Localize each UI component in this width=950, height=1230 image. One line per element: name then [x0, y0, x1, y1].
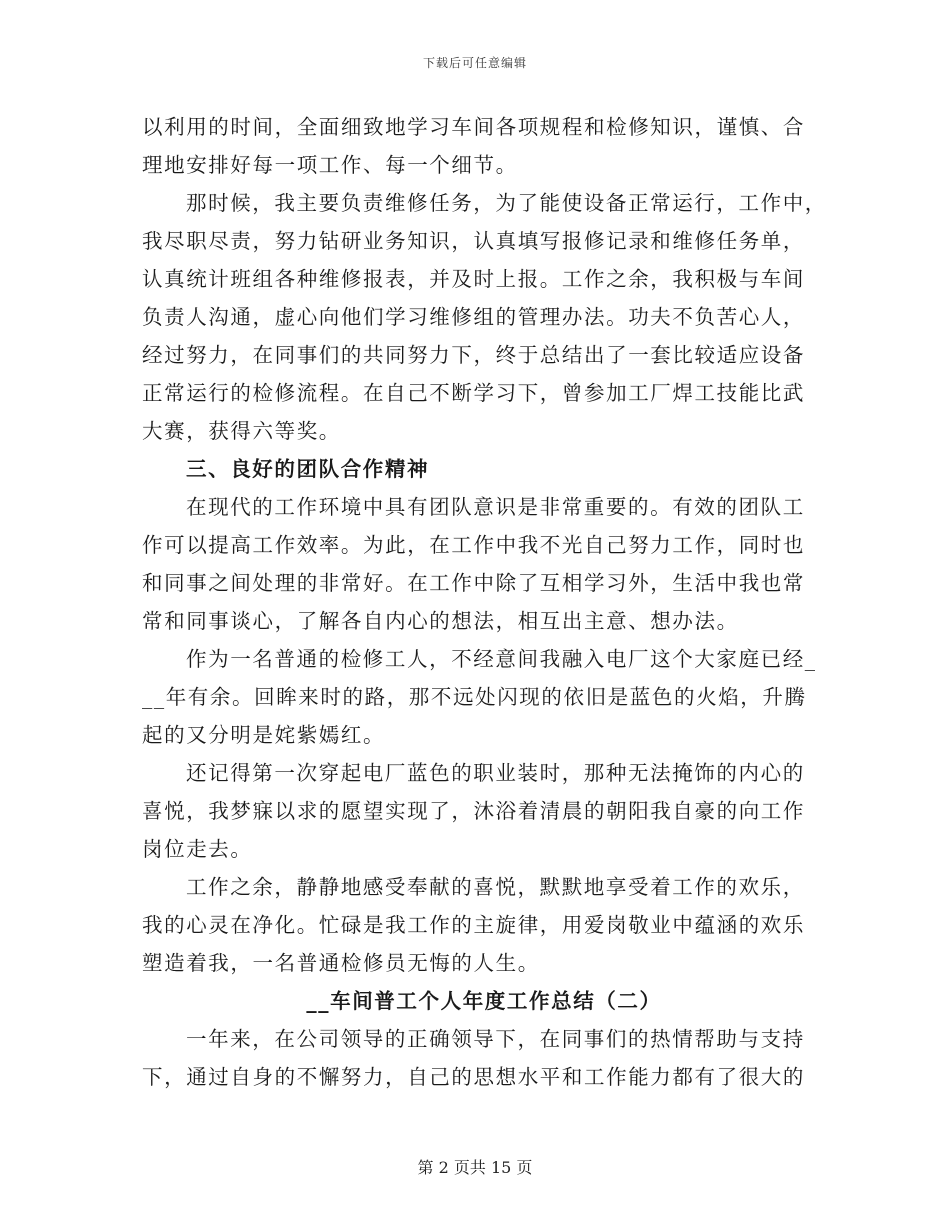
- page-footer: 第 2 页共 15 页: [417, 1158, 533, 1177]
- body-line: 岗位走去。: [142, 837, 253, 861]
- paragraph-start-line: 在现代的工作环境中具有团队意识是非常重要的。有效的团队工: [186, 495, 805, 519]
- body-line: 大赛，获得六等奖。: [142, 419, 341, 443]
- body-line: 负责人沟通，虚心向他们学习维修组的管理办法。功夫不负苦心人，: [142, 305, 805, 329]
- body-line: 作可以提高工作效率。为此，在工作中我不光自己努力工作，同时也: [142, 533, 805, 557]
- paragraph-start-line: 还记得第一次穿起电厂蓝色的职业装时，那种无法掩饰的内心的: [186, 761, 805, 785]
- body-line: 起的又分明是姹紫嫣红。: [142, 723, 386, 747]
- body-line: 喜悦，我梦寐以求的愿望实现了，沐浴着清晨的朝阳我自豪的向工作: [142, 799, 805, 823]
- body-line: 我尽职尽责，努力钻研业务知识，认真填写报修记录和维修任务单，: [142, 229, 805, 253]
- body-line: 和同事之间处理的非常好。在工作中除了互相学习外，生活中我也常: [142, 571, 805, 595]
- body-line: 认真统计班组各种维修报表，并及时上报。工作之余，我积极与车间: [142, 267, 805, 291]
- paragraph-start-line: 作为一名普通的检修工人，不经意间我融入电厂这个大家庭已经_: [186, 647, 817, 671]
- body-line: 下，通过自身的不懈努力，自己的思想水平和工作能力都有了很大的: [142, 1065, 805, 1089]
- document-body: [142, 108, 827, 1096]
- document-title: __车间普工个人年度工作总结（二）: [306, 989, 662, 1013]
- page-header: 下载后可任意编辑: [422, 56, 527, 70]
- body-line: 以利用的时间，全面细致地学习车间各项规程和检修知识，谨慎、合: [142, 115, 805, 139]
- section-heading: 三、良好的团队合作精神: [186, 457, 430, 481]
- paragraph-start-line: 工作之余，静静地感受奉献的喜悦，默默地享受着工作的欢乐，: [186, 875, 805, 899]
- body-line: 理地安排好每一项工作、每一个细节。: [142, 153, 518, 177]
- body-line: 塑造着我，一名普通检修员无悔的人生。: [142, 951, 540, 975]
- body-line: 正常运行的检修流程。在自己不断学习下，曾参加工厂焊工技能比武: [142, 381, 805, 405]
- paragraph-start-line: 那时候，我主要负责维修任务，为了能使设备正常运行，工作中，: [186, 191, 827, 215]
- body-line: 常和同事谈心，了解各自内心的想法，相互出主意、想办法。: [142, 609, 739, 633]
- paragraph-start-line: 一年来，在公司领导的正确领导下，在同事们的热情帮助与支持: [186, 1027, 805, 1051]
- body-line: 我的心灵在净化。忙碌是我工作的主旋律，用爱岗敬业中蕴涵的欢乐: [142, 913, 805, 937]
- body-line: 经过努力，在同事们的共同努力下，终于总结出了一套比较适应设备: [142, 343, 805, 367]
- body-line: __年有余。回眸来时的路，那不远处闪现的依旧是蓝色的火焰，升腾: [142, 685, 807, 709]
